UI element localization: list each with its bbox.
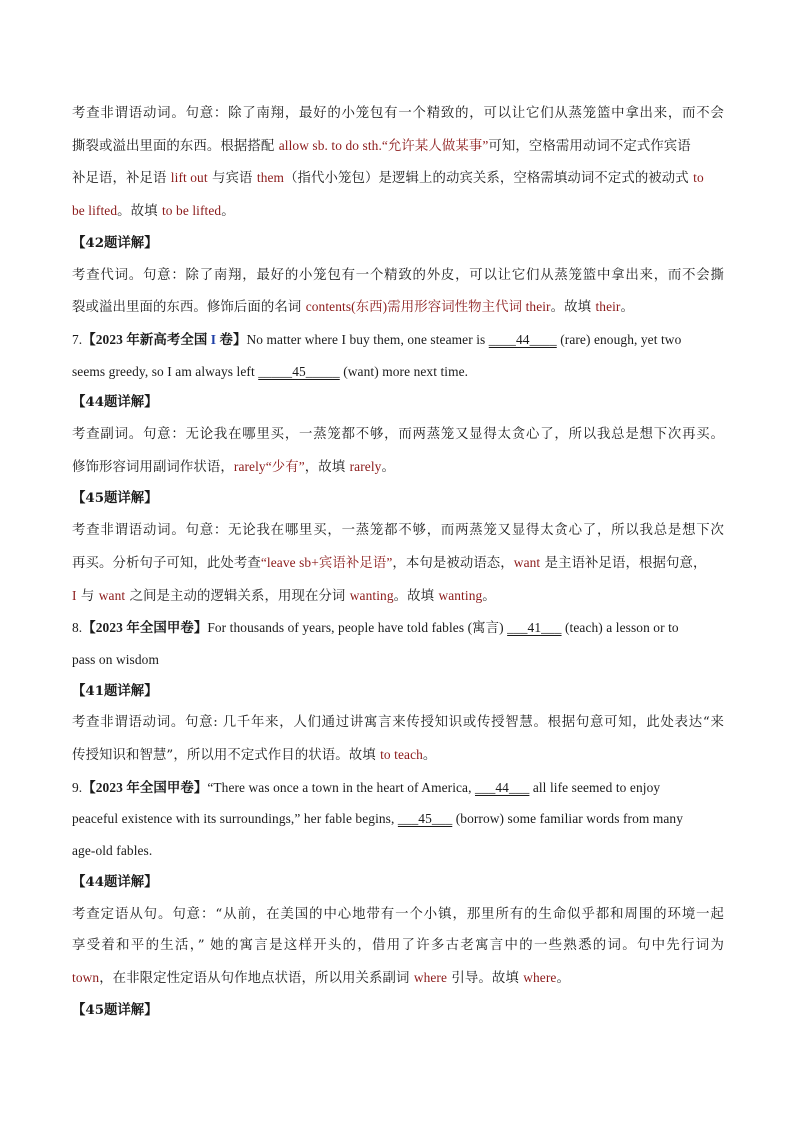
section-heading-42: 【42题详解】 [72,234,158,251]
section-heading-45: 【45题详解】 [72,490,158,507]
text: 传授知识和智慧”，所以用不定式作目的状语。故填 [72,748,381,764]
section-heading-44: 【44题详解】 [72,873,158,890]
question-text: For thousands of years, people have told fables (寓言) [207,620,508,636]
question-text: (want) more next time. [339,363,469,379]
answer-blank: _____45_____ [258,363,340,379]
answer-text: rarely [349,458,382,474]
source-tag: 【2023 年全国甲卷】 [82,779,208,795]
text: ，故填 [304,459,350,475]
answer-text: wanting [438,587,483,603]
source-tag [82,332,246,347]
text: 修饰形容词用副词作状语， [72,459,234,475]
explanation-line [72,98,724,130]
text: 与 [76,588,99,604]
answer-text: to be lifted [161,203,222,219]
explanation-line [72,899,724,931]
question-line [72,835,724,867]
text: 。 [221,204,235,220]
text: 引导。故填 [447,970,524,986]
highlight-text: contents(东西)需用形容词性物主代词 their [305,299,551,315]
question-text: age-old fables. [72,843,153,859]
text: 考查代词。句意：除了南翔，最好的小笼包有一个精致的外皮，可以让它们从蒸笼篮中拿出来，而不会撕 [72,267,724,283]
explanation-line [72,195,724,228]
source-text: 【2023 年新高考全国 [82,331,211,347]
text: 裂或溢出里面的东西。修饰后面的名词 [72,300,306,316]
question-text: pass on wisdom [72,651,159,667]
question-text: seems greedy, so I am always left [72,363,259,379]
question-text: peaceful existence with its surroundings,” her fable begins, [72,811,398,827]
explanation-line [72,580,724,613]
text: ，在非限定性定语从句作地点状语，所以用关系副词 [99,970,414,986]
answer-text: where [523,969,557,985]
question-text: all life seemed to enjoy [529,779,661,795]
source-text: 卷】 [216,331,247,347]
text: 可知，空格需用动词不定式作宾语 [488,138,691,154]
explanation-line [72,547,724,580]
question-text: (teach) a lesson or to [561,620,679,636]
section-heading-44: 【44题详解】 [72,394,158,411]
question-item-9 [72,772,724,804]
answer-blank: ___45___ [397,811,453,827]
question-line [72,803,724,835]
section-heading-41: 【41题详解】 [72,682,158,699]
highlight-text: I [72,587,77,603]
highlight-text: to [693,170,704,186]
item-number: 9. [72,779,83,795]
item-number: 8. [72,620,83,636]
document-content [72,98,724,1026]
highlight-text: lift out [170,170,208,186]
highlight-text: them [256,170,285,186]
answer-blank: ____44____ [488,331,557,347]
highlight-text: “leave sb+宾语补足语” [260,554,393,570]
highlight-text: town [72,969,100,985]
text: 。故填 [550,300,596,316]
explanation-line [72,962,724,995]
text: 再买。分析句子可知，此处考查 [72,555,261,571]
highlight-text: rarely“少有” [233,458,305,474]
question-text: “There was once a town in the heart of America, [207,779,475,795]
source-tag: 【2023 年全国甲卷】 [82,620,208,636]
highlight-text: allow sb. to do sth.“允许某人做某事” [278,137,489,153]
question-text: No matter where I buy them, one steamer is [246,331,489,347]
source-roman: I [210,331,217,347]
highlight-text: want [98,587,126,603]
explanation-line [72,707,724,739]
highlight-text: wanting [349,587,394,603]
explanation-line [72,739,724,772]
question-text: (rare) enough, yet two [556,331,682,347]
answer-text: their [595,299,621,315]
text: 。 [422,748,437,764]
explanation-line [72,451,724,484]
text: 。 [482,588,496,604]
answer-blank: ___44___ [475,779,530,795]
text: 享受着和平的生活，” 她的寓言是这样开头的，借用了许多古老寓言中的一些熟悉的词。句中先行词为 [72,938,724,954]
item-number: 7. [72,331,83,347]
text: 。 [620,300,634,316]
text: 补足语，补足语 [72,171,171,187]
text: 考查非谓语动词。句意: 几千年来，人们通过讲寓言来传授知识或传授智慧。根据句意可知，此处表达“来 [72,715,724,731]
text: 。 [381,459,395,475]
text: 。故填 [117,204,162,220]
question-item-8 [72,612,724,644]
answer-blank: ___41___ [507,620,562,636]
text: 是主语补足语，根据句意， [540,555,707,571]
explanation-line [72,291,724,324]
text: 考查副词。句意：无论我在哪里买，一蒸笼都不够，而两蒸笼又显得太贪心了，所以我总是想下次再买。 [72,427,724,443]
explanation-line [72,419,724,451]
question-line [72,356,724,388]
text: 考查非谓语动词。句意：无论我在哪里买，一蒸笼都不够，而两蒸笼又显得太贪心了，所以我总是想下次 [72,523,724,539]
highlight-text: where [413,969,448,985]
question-item-7 [72,324,724,356]
text: 撕裂或溢出里面的东西。根据搭配 [72,138,279,154]
text: 与宾语 [207,171,257,187]
question-line [72,644,724,676]
text: 考查非谓语动词。句意：除了南翔，最好的小笼包有一个精致的，可以让它们从蒸笼篮中拿出来，而不会 [72,106,724,121]
text: 之间是主动的逻辑关系，用现在分词 [125,588,350,604]
section-heading-45: 【45题详解】 [72,1001,158,1018]
highlight-text: want [513,554,541,570]
text: （指代小笼包）是逻辑上的动宾关系，空格需填动词不定式的被动式 [284,171,694,187]
explanation-line [72,515,724,547]
text: 。 [556,970,570,986]
highlight-text: be lifted [72,203,118,219]
question-text: (borrow) some familiar words from many [452,811,684,827]
text: 。故填 [393,588,439,604]
text: ，本句是被动语态， [392,555,514,571]
explanation-line [72,260,724,292]
explanation-line [72,930,724,962]
text: 考查定语从句。句意：“从前，在美国的中心地带有一个小镇，那里所有的生命似乎都和周围的环境一起 [72,906,724,922]
explanation-line [72,162,724,195]
explanation-line [72,130,724,163]
answer-text: to teach [380,747,423,763]
